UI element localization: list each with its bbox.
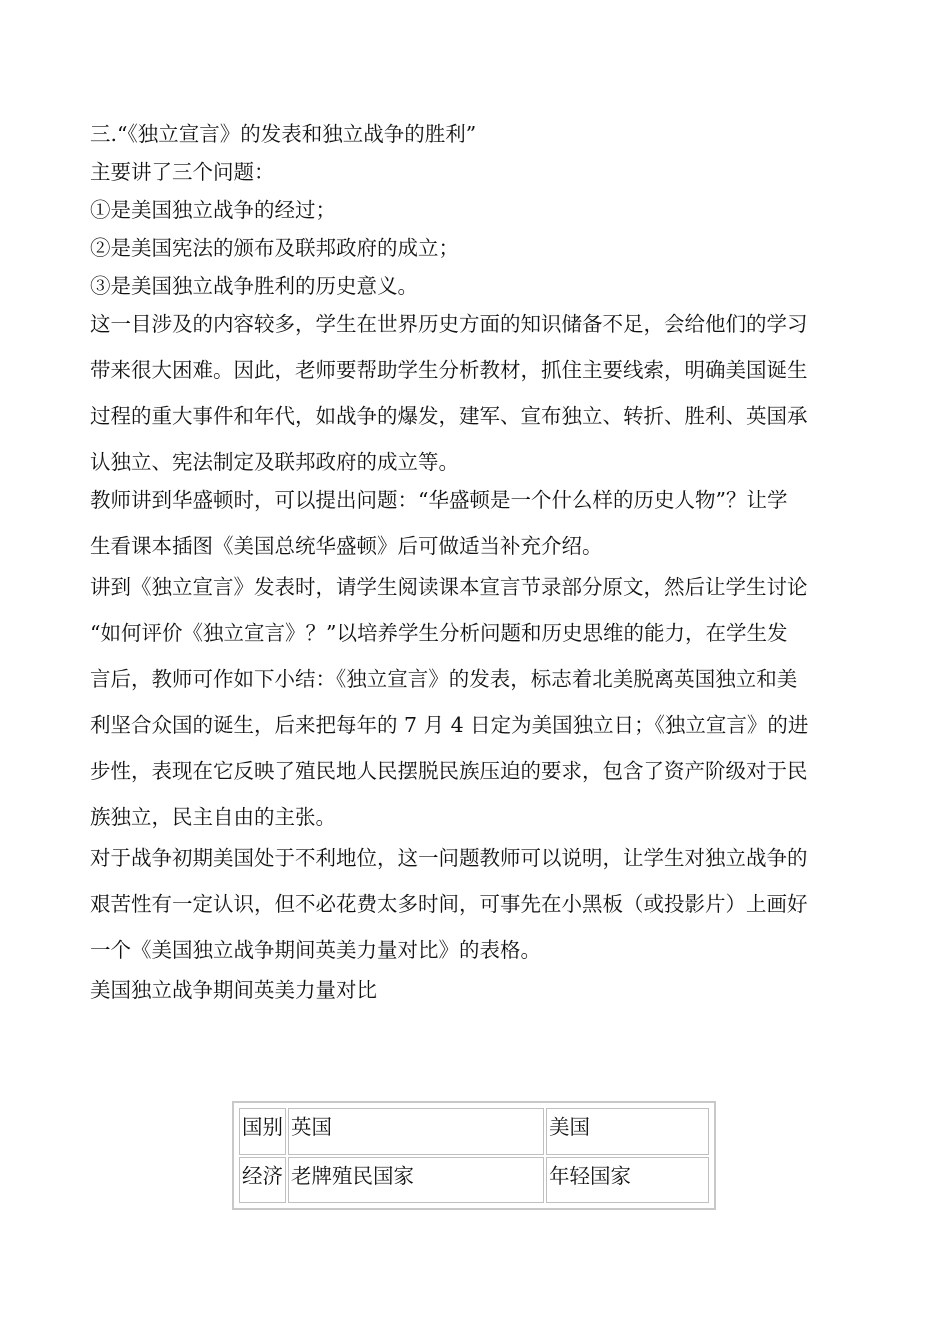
paragraph-line: 族独立，民主自由的主张。: [90, 805, 336, 829]
paragraph-line: 认独立、宪法制定及联邦政府的成立等。: [90, 450, 459, 474]
paragraph-line: 一个《美国独立战争期间英美力量对比》的表格。: [90, 938, 541, 962]
paragraph-line: “如何评价《独立宣言》？”以培养学生分析问题和历史思维的能力，在学生发: [90, 621, 788, 645]
table-cell: 国别: [239, 1108, 286, 1155]
paragraph-2: [90, 488, 865, 575]
paragraph-line: 讲到《独立宣言》发表时，请学生阅读课本宣言节录部分原文，然后让学生讨论: [90, 575, 808, 599]
paragraph-line: 利坚合众国的诞生，后来把每年的 7 月 4 日定为美国独立日；《独立宣言》的进: [90, 713, 809, 737]
paragraph-line: 言后，教师可作如下小结：《独立宣言》的发表，标志着北美脱离英国独立和美: [90, 667, 798, 691]
table-row: [239, 1108, 709, 1155]
paragraph-line: 步性，表现在它反映了殖民地人民摆脱民族压迫的要求，包含了资产阶级对于民: [90, 759, 808, 783]
paragraph-line: 对于战争初期美国处于不利地位，这一问题教师可以说明，让学生对独立战争的: [90, 846, 808, 870]
table-row: [239, 1157, 709, 1204]
document-body: [90, 122, 865, 1002]
table-grid: [237, 1106, 711, 1205]
point-2: ②是美国宪法的颁布及联邦政府的成立；: [90, 236, 459, 260]
table-cell: 年轻国家: [546, 1157, 709, 1204]
paragraph-line: 艰苦性有一定认识，但不必花费太多时间，可事先在小黑板（或投影片）上画好: [90, 892, 808, 916]
table-cell: 美国: [546, 1108, 709, 1155]
point-3: ③是美国独立战争胜利的历史意义。: [90, 274, 418, 298]
paragraph-line: 这一目涉及的内容较多，学生在世界历史方面的知识储备不足，会给他们的学习: [90, 312, 808, 336]
paragraph-3: [90, 575, 865, 846]
paragraph-line: 教师讲到华盛顿时，可以提出问题：“华盛顿是一个什么样的历史人物”？让学: [90, 488, 788, 512]
paragraph-1: [90, 312, 865, 488]
comparison-table: [232, 1101, 716, 1210]
intro-line: 主要讲了三个问题：: [90, 160, 275, 184]
paragraph-line: 生看课本插图《美国总统华盛顿》后可做适当补充介绍。: [90, 534, 603, 558]
table-cell: 经济: [239, 1157, 286, 1204]
paragraph-4: [90, 846, 865, 978]
table-cell: 英国: [288, 1108, 544, 1155]
section-heading: 三.“《独立宣言》的发表和独立战争的胜利”: [90, 122, 477, 146]
paragraph-line: 过程的重大事件和年代，如战争的爆发，建军、宣布独立、转折、胜利、英国承: [90, 404, 808, 428]
paragraph-line: 带来很大困难。因此，老师要帮助学生分析教材，抓住主要线索，明确美国诞生: [90, 358, 808, 382]
table-cell: 老牌殖民国家: [288, 1157, 544, 1204]
point-1: ①是美国独立战争的经过；: [90, 198, 336, 222]
table-caption: 美国独立战争期间英美力量对比: [90, 978, 377, 1002]
